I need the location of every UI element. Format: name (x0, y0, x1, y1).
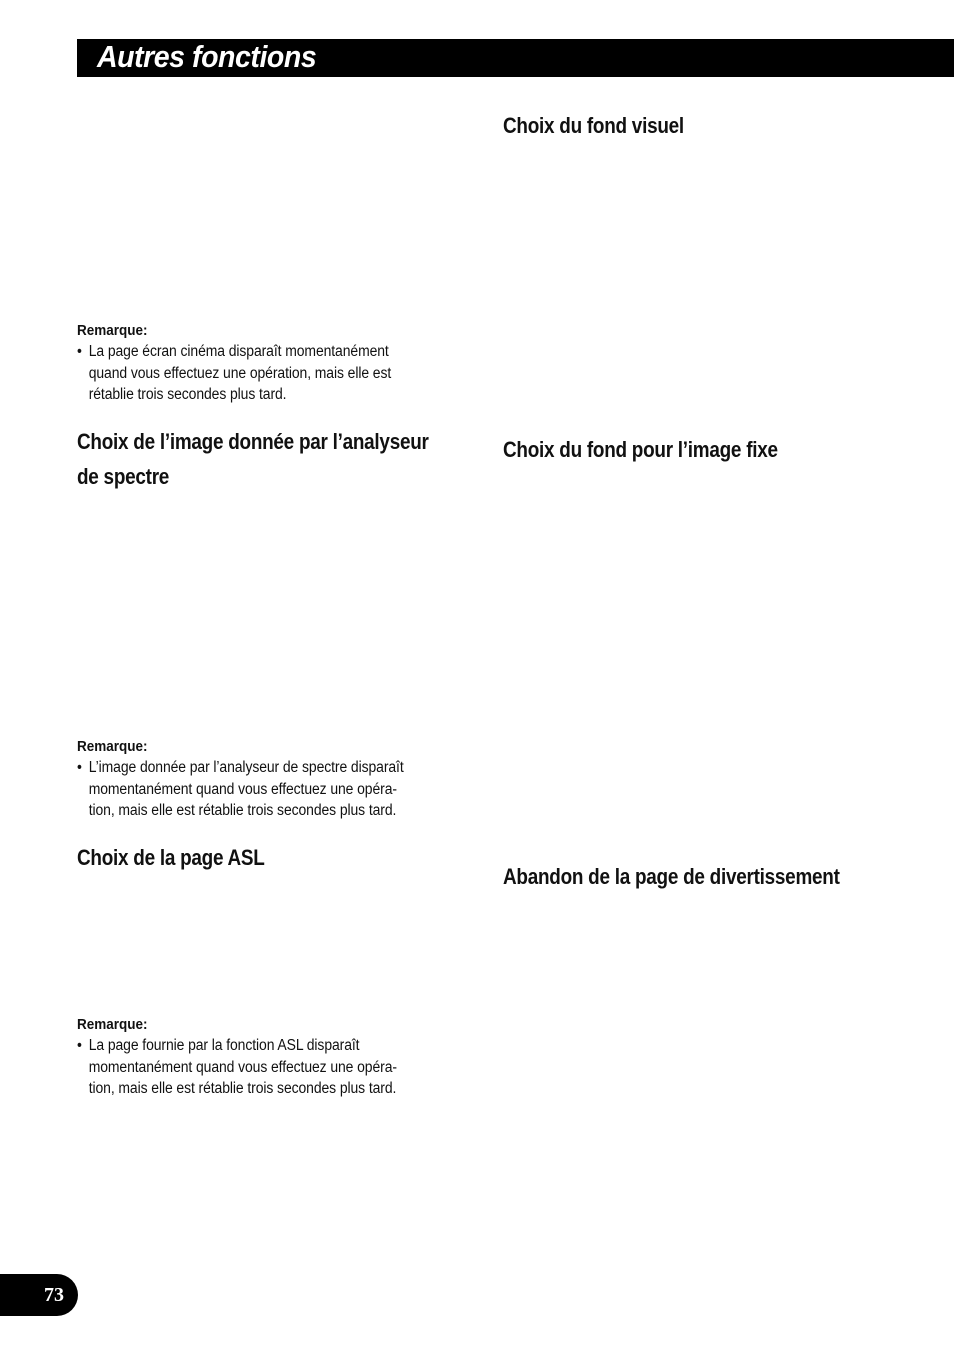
note-text (77, 341, 476, 406)
heading-line: de spectre (77, 464, 170, 489)
page-title: Autres fonctions (97, 39, 317, 74)
note-line: quand vous effectuez une opération, mais elle est (88, 364, 392, 382)
bullet-icon: • (77, 343, 82, 360)
note-line: L’image donnée par l’analyseur de spectre disparaît (88, 759, 404, 776)
section-heading-asl-page: Choix de la page ASL (77, 845, 265, 870)
heading-line: Choix de l’image donnée par l’analyseur (77, 429, 429, 454)
page-title-bar (77, 39, 954, 77)
note-line: momentanément quand vous effectuez une opéra- (88, 780, 397, 798)
note-line: La page écran cinéma disparaît momentanément (88, 343, 389, 360)
note-label: Remarque: (77, 738, 148, 755)
bullet-icon: • (77, 759, 82, 776)
note-line: momentanément quand vous effectuez une opéra- (88, 1058, 397, 1076)
note-cinema-screen (77, 321, 477, 406)
note-text (77, 1035, 476, 1100)
section-heading-cancel-entertainment: Abandon de la page de divertissement (503, 864, 840, 889)
note-line: tion, mais elle est rétablie trois secondes plus tard. (88, 1080, 397, 1097)
section-heading-still-image-background: Choix du fond pour l’image fixe (503, 437, 778, 462)
section-heading-visual-background: Choix du fond visuel (503, 113, 684, 138)
page-number: 73 (44, 1284, 64, 1306)
section-heading-spectrum-analyzer (77, 424, 429, 494)
bullet-icon: • (77, 1037, 82, 1054)
note-line: rétablie trois secondes plus tard. (88, 386, 287, 403)
note-line: tion, mais elle est rétablie trois secondes plus tard. (88, 802, 397, 819)
note-asl-page (77, 1015, 477, 1100)
note-line: La page fournie par la fonction ASL disparaît (88, 1037, 360, 1054)
page-number-badge (0, 1274, 78, 1316)
note-label: Remarque: (77, 322, 148, 339)
note-spectrum-analyzer (77, 737, 477, 822)
note-label: Remarque: (77, 1016, 148, 1033)
note-text (77, 757, 476, 822)
